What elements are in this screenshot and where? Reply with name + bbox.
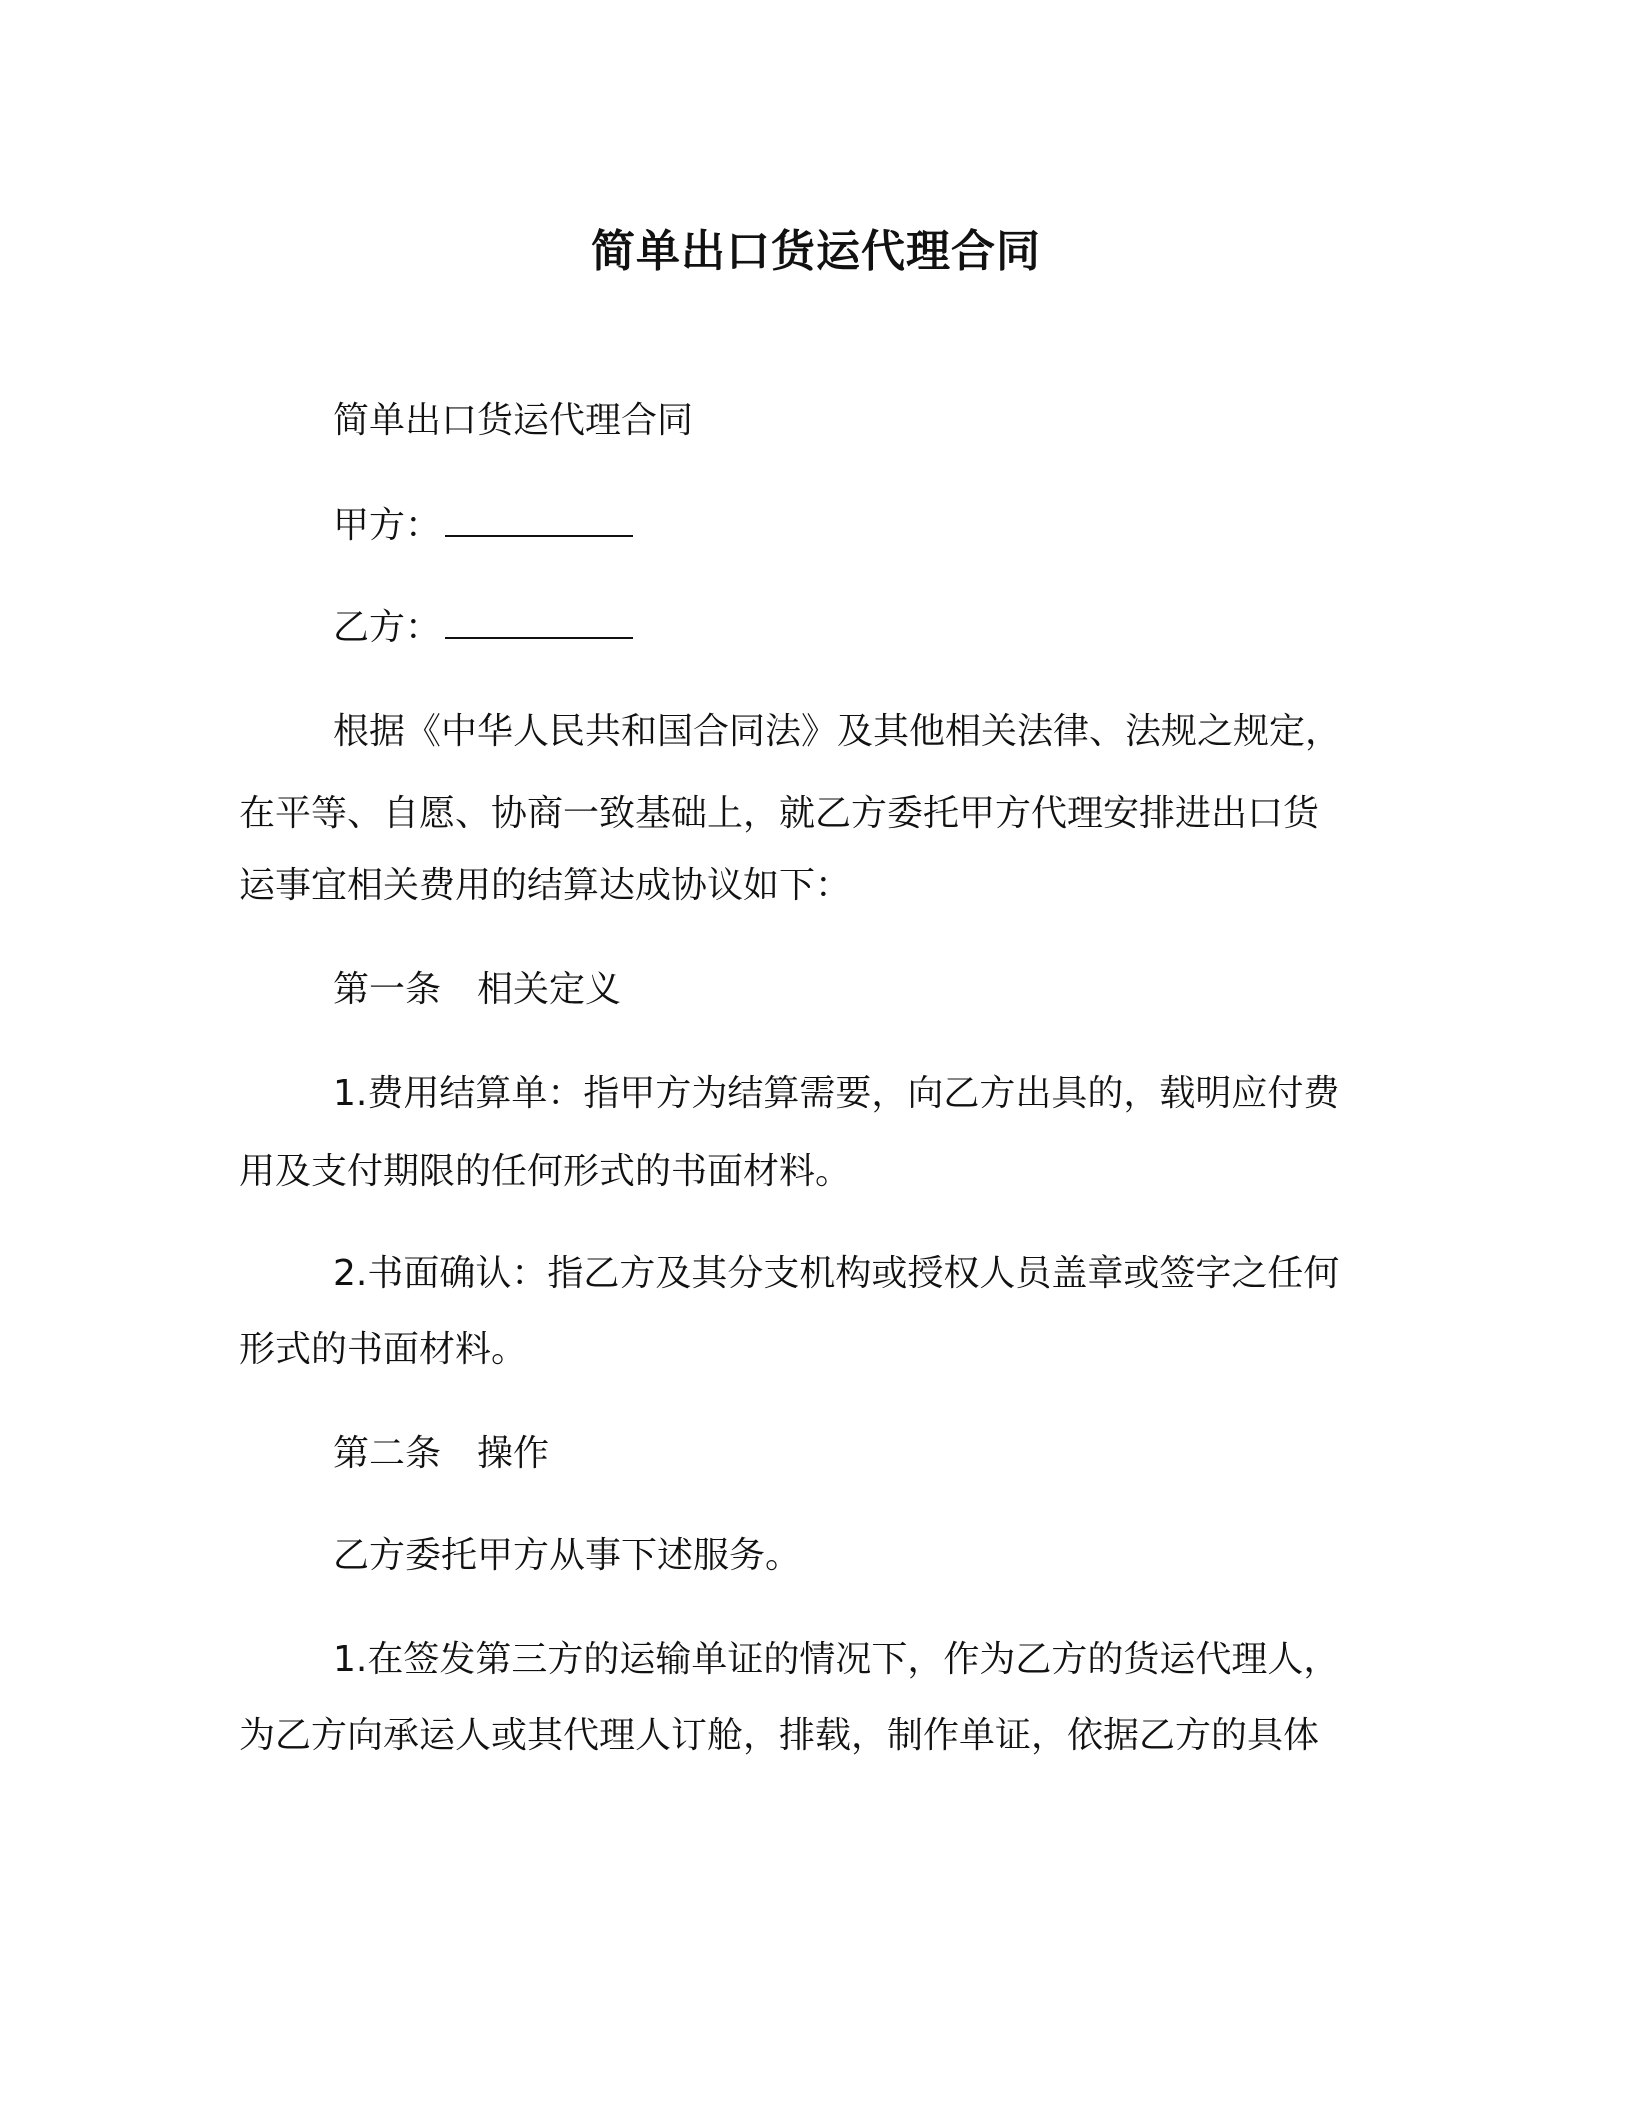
document-subtitle: 简单出口货运代理合同 — [333, 400, 694, 441]
article-2-item-1-line-2: 为乙方向承运人或其代理人订舱，排载，制作单证，依据乙方的具体 — [239, 1715, 1320, 1756]
article-1-title: 相关定义 — [477, 969, 622, 1010]
party-b-blank — [445, 609, 633, 639]
preamble-line-1: 根据《中华人民共和国合同法》及其他相关法律、法规之规定， — [333, 711, 1342, 752]
party-b-line — [333, 604, 633, 652]
article-1-item-2-line-2: 形式的书面材料。 — [239, 1329, 528, 1370]
preamble-line-3: 运事宜相关费用的结算达成协议如下： — [239, 865, 852, 906]
party-a-line — [333, 502, 633, 550]
party-a-label: 甲方： — [333, 505, 442, 546]
article-2-intro: 乙方委托甲方从事下述服务。 — [333, 1535, 802, 1576]
article-2-item-1-line-1: 1.在签发第三方的运输单证的情况下，作为乙方的货运代理人， — [333, 1639, 1340, 1680]
party-b-label: 乙方： — [333, 607, 442, 648]
article-2-number: 第二条 — [333, 1433, 442, 1474]
party-a-blank — [445, 507, 633, 537]
document-title: 简单出口货运代理合同 — [591, 226, 1041, 277]
article-1-number: 第一条 — [333, 969, 442, 1010]
article-2-heading — [333, 1430, 549, 1478]
article-1-item-1-line-1: 1.费用结算单：指甲方为结算需要，向乙方出具的，载明应付费 — [333, 1073, 1340, 1114]
article-1-item-1-line-2: 用及支付期限的任何形式的书面材料。 — [239, 1151, 852, 1192]
article-1-item-2-line-1: 2.书面确认：指乙方及其分支机构或授权人员盖章或签字之任何 — [333, 1253, 1340, 1294]
preamble-line-2: 在平等、自愿、协商一致基础上，就乙方委托甲方代理安排进出口货 — [239, 793, 1320, 834]
article-2-title: 操作 — [477, 1433, 550, 1474]
article-1-heading — [333, 966, 621, 1014]
